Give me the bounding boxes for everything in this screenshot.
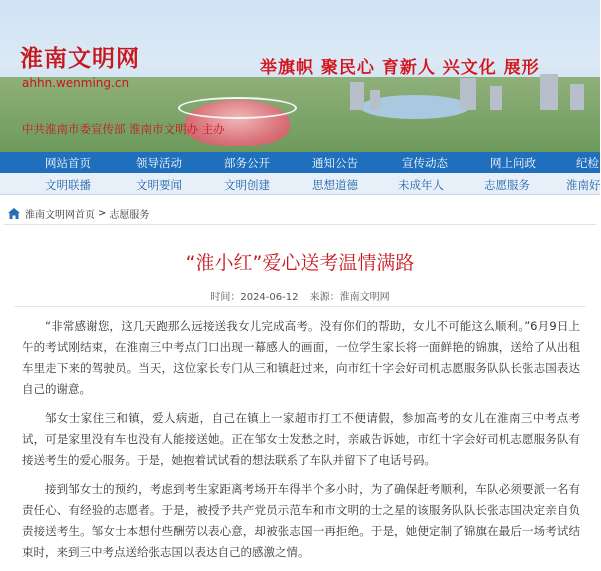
nav-item-discipline[interactable]: 纪检: [576, 156, 599, 170]
home-icon: [8, 208, 20, 219]
subnav-item-broadcast[interactable]: 文明联播: [45, 178, 91, 192]
site-logo-title[interactable]: 淮南文明网: [20, 46, 140, 72]
banner-slogan: 举旗帜 聚民心 育新人 兴文化 展形: [260, 58, 540, 78]
secondary-nav: [0, 173, 600, 195]
banner-stadium-ring: [178, 97, 297, 119]
article-time: 时间：2024-06-12: [210, 292, 299, 303]
article-meta: [0, 288, 600, 303]
site-banner: [0, 0, 600, 152]
nav-item-news[interactable]: 宣传动态: [402, 156, 448, 170]
breadcrumb-separator: >: [98, 207, 107, 219]
subnav-item-volunteer[interactable]: 志愿服务: [484, 178, 530, 192]
breadcrumb-section-link[interactable]: 志愿服务: [109, 209, 150, 221]
nav-item-public-affairs[interactable]: 部务公开: [224, 156, 270, 170]
subnav-item-morality[interactable]: 思想道德: [312, 178, 358, 192]
nav-item-home[interactable]: 网站首页: [45, 156, 91, 170]
subnav-item-minors[interactable]: 未成年人: [398, 178, 444, 192]
breadcrumb-home-link[interactable]: 淮南文明网首页: [25, 209, 95, 221]
nav-item-leadership[interactable]: 领导活动: [136, 156, 182, 170]
subnav-item-good-people[interactable]: 淮南好: [566, 178, 601, 192]
article-divider: [14, 306, 586, 307]
nav-item-online-inquiry[interactable]: 网上问政: [490, 156, 536, 170]
nav-item-notices[interactable]: 通知公告: [312, 156, 358, 170]
article-paragraph: “非常感谢您，这几天跑那么远接送我女儿完成高考。没有你们的帮助，女儿不可能这么顺利。”6月9日上午的考试刚结束，在淮南三中考点门口出现一幕感人的画面，一位学生家长将一面鲜艳的锦旗，送给了从出租车里走下来的驾驶员。当天，这位家长专门从三和镇赶过来，向市红十字会好司机志愿服务队队长张志国表达自己的谢意。: [22, 319, 580, 396]
site-domain: ahhn.wenming.cn: [22, 76, 130, 90]
article-paragraph: 接到邹女士的预约，考虑到考生家距离考场开车得半个多小时，为了确保赶考顺利，车队必须要派一名有责任心、有经验的志愿者。于是，被授予共产党员示范车和市文明的士之星的该服务队队长张志国决定亲自负责接送考生。邹女士本想付些酬劳以表心意，却被张志国一再拒绝。于是，她便定制了锦旗在最后一场考试结束时，来到三中考点送给张志国以表达自己的感激之情。: [22, 482, 580, 559]
article-paragraph: 邹女士家住三和镇，爱人病逝，自己在镇上一家超市打工不便请假，参加高考的女儿在淮南三中考点考试，可是家里没有车也没有人能接送她。正在邹女士发愁之时，亲戚告诉她，市红十字会好司机志愿服务队有接送考生的爱心服务。于是，她抱着试试看的想法联系了车队并留下了电话号码。: [22, 411, 580, 467]
subnav-item-news[interactable]: 文明要闻: [136, 178, 182, 192]
article-source: 来源：淮南文明网: [309, 292, 390, 303]
site-host-organizer: 中共淮南市委宣传部 淮南市文明办 主办: [22, 122, 225, 136]
article-title: “淮小红”爱心送考温情满路: [185, 252, 415, 274]
breadcrumb: [8, 204, 592, 222]
primary-nav: [0, 152, 600, 173]
article-body: [22, 316, 580, 571]
subnav-item-creation[interactable]: 文明创建: [224, 178, 270, 192]
